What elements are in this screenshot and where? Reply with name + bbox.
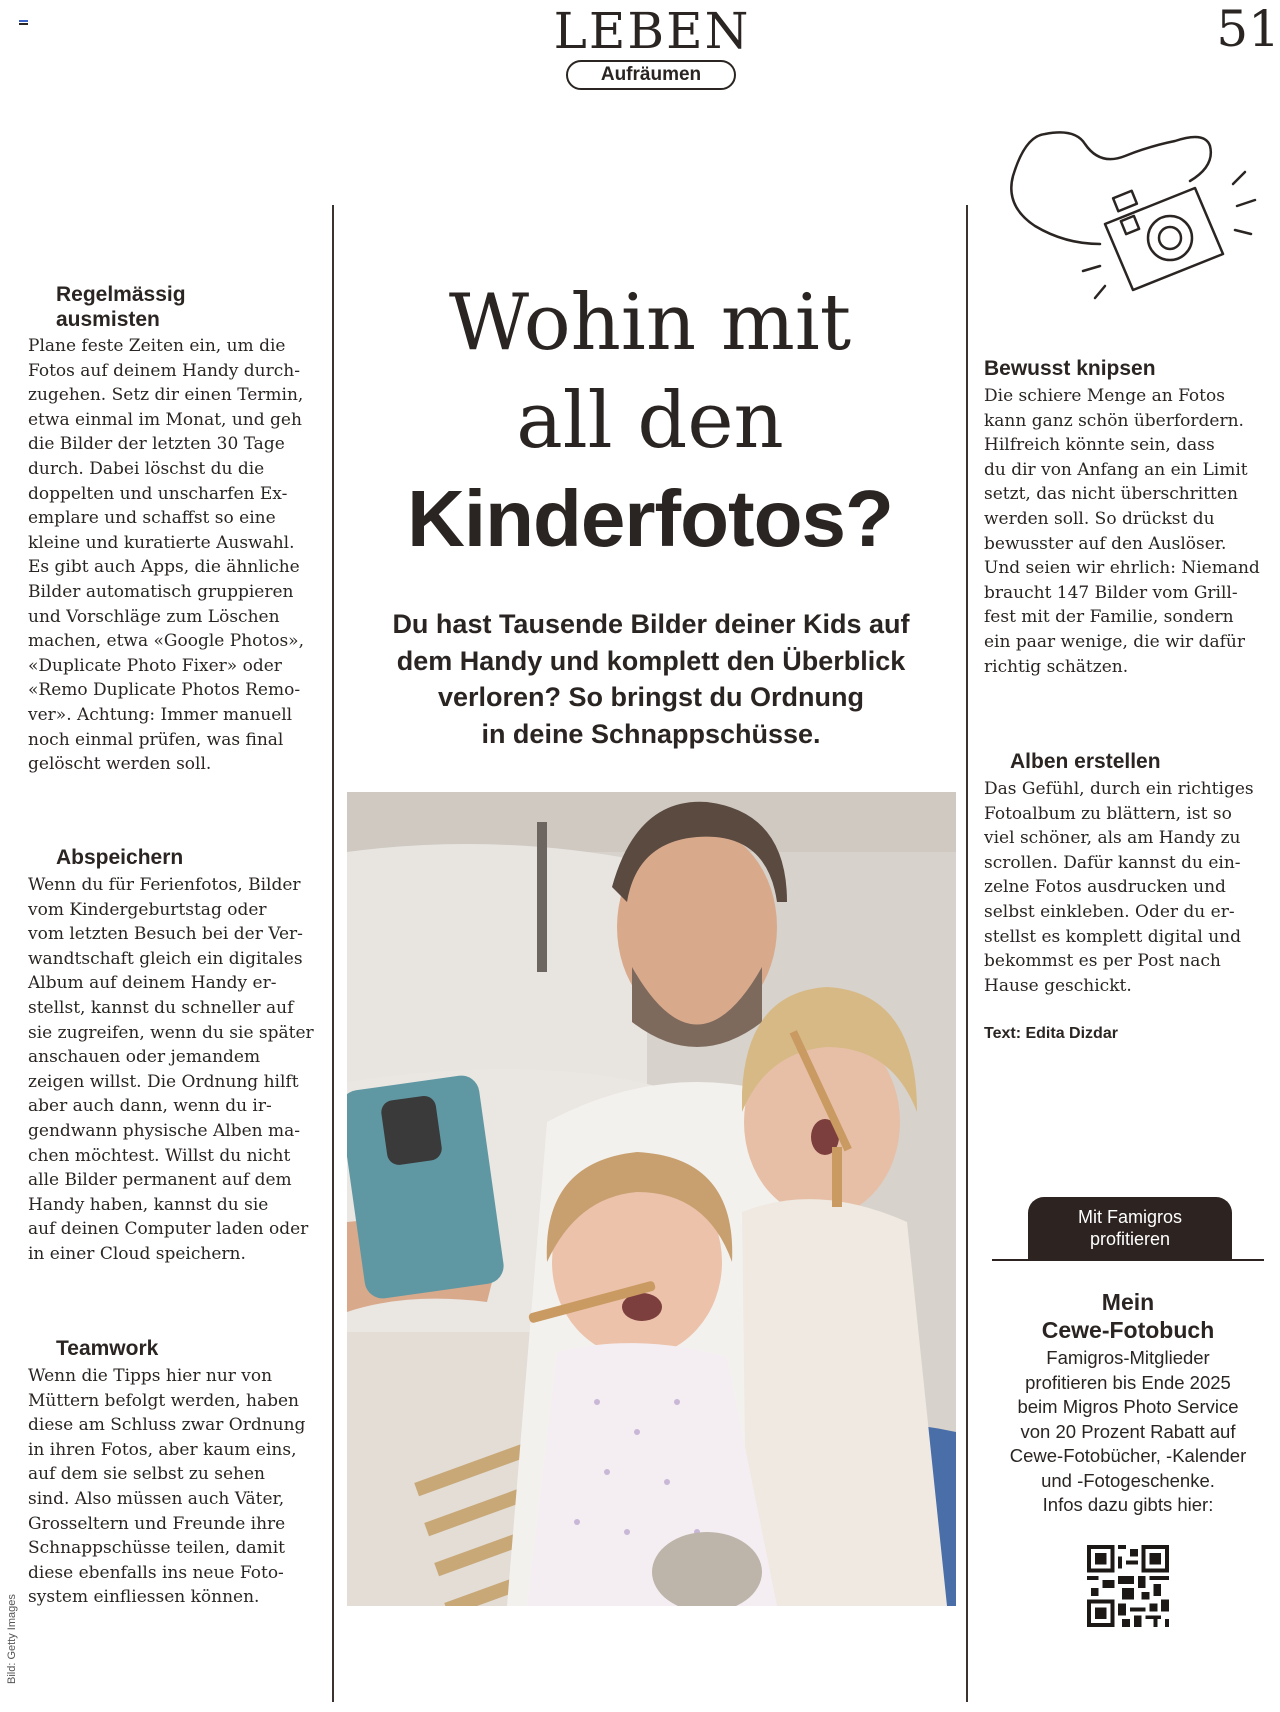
promo-tab: Mit Famigros profitieren [1028, 1197, 1232, 1259]
tip-heading-teamwork: Teamwork [56, 1337, 159, 1360]
qr-code-icon[interactable] [1087, 1545, 1169, 1627]
family-photo [347, 792, 956, 1606]
subsection-pill: Aufräumen [566, 60, 736, 90]
corner-mark [19, 20, 28, 26]
tip-heading-abspeichern: Abspeichern [56, 846, 184, 869]
promo-text: Famigros-Mitglieder profitieren bis Ende 2025 beim Migros Photo Service von 20 Prozent Rabatt auf Cewe-Fotobücher, -Kalender und -Fotogeschenke. Infos dazu gibts hier: [1009, 1347, 1247, 1515]
page-number: 51 [1216, 0, 1280, 58]
camera-icon [1005, 126, 1265, 306]
tip-text-ausmisten: Plane feste Zeiten ein, um die Fotos auf deinem Handy durch- zugehen. Setz dir einen Termin, etwa einmal im Monat, und geh die Bilder der letzten 30 Tage durch. Dabei löschst du die doppelten und unscharfen Ex- emplare und schaffst so eine kleine und kuratierte Auswahl. Es gibt auch Apps, die ähnliche Bilder automatisch gruppieren und Vorschläge zum Löschen machen, etwa «Google Photos», «Duplicate Photo Fixer» oder «Remo Duplicate Photos Remo- ver». Achtung: Immer manuell noch einmal prüfen, was final gelöscht werden soll. [28, 336, 304, 775]
tip-text-knipsen: Die schiere Menge an Fotos kann ganz schön überfordern. Hilfreich könnte sein, dass du dir von Anfang an ein Limit setzt, das nicht überschritten werden soll. So drückst du bewusster auf den Auslöser. Und seien wir ehrlich: Niemand braucht 147 Bilder vom Grill- fest mit der Familie, sondern ein paar wenige, die wir dafür richtig schätzen. [984, 386, 1260, 677]
promo-title: Mein Cewe-Fotobuch [1041, 1289, 1215, 1343]
headline-line-1: Wohin mit [448, 278, 852, 368]
headline-line-3: Kinderfotos? [407, 474, 893, 563]
headline-line-2: all den [516, 376, 784, 466]
tip-text-abspeichern: Wenn du für Ferienfotos, Bilder vom Kindergeburtstag oder vom letzten Besuch bei der Ver- wandtschaft gleich ein digitales Album auf deinem Handy er- stellst, kannst du schneller auf sie zugreifen, wenn du sie später anschauen oder jemandem zeigen willst. Die Ordnung hilft aber auch dann, wenn du ir- gendwann physische Alben ma- chen möchtest. Willst du nicht alle Bilder permanent auf dem Handy haben, kannst du sie auf deinen Computer laden oder in einer Cloud speichern. [28, 875, 314, 1264]
photo-credit: Bild: Getty Images [6, 1594, 18, 1684]
tip-text-teamwork: Wenn die Tipps hier nur von Müttern befolgt werden, haben diese am Schluss zwar Ordnung in ihren Fotos, aber kaum eins, auf dem sie selbst zu sehen sind. Also müssen auch Väter, Grosseltern und Freunde ihre Schnappschüsse teilen, damit diese ebenfalls ins neue Foto- system einfliessen können. [28, 1366, 306, 1608]
tip-heading-alben: Alben erstellen [1010, 750, 1161, 773]
tip-text-alben: Das Gefühl, durch ein richtiges Fotoalbum zu blättern, ist so viel schöner, als am Handy zu scrollen. Dafür kannst du ein- zelne Fotos ausdrucken und selbst einkleben. Oder du er- stellst es komplett digital und bekommst es per Post nach Hause geschickt. [984, 779, 1254, 996]
promo-divider [992, 1259, 1264, 1261]
tip-heading-ausmisten: Regelmässig ausmisten [56, 283, 186, 331]
tip-heading-knipsen: Bewusst knipsen [984, 357, 1156, 380]
author-credit: Text: Edita Dizdar [984, 1025, 1118, 1042]
section-title: LEBEN [553, 2, 751, 60]
lead-text: Du hast Tausende Bilder deiner Kids auf dem Handy und komplett den Überblick verloren? So bringst du Ordnung in deine Schnappschüsse. [392, 609, 910, 749]
